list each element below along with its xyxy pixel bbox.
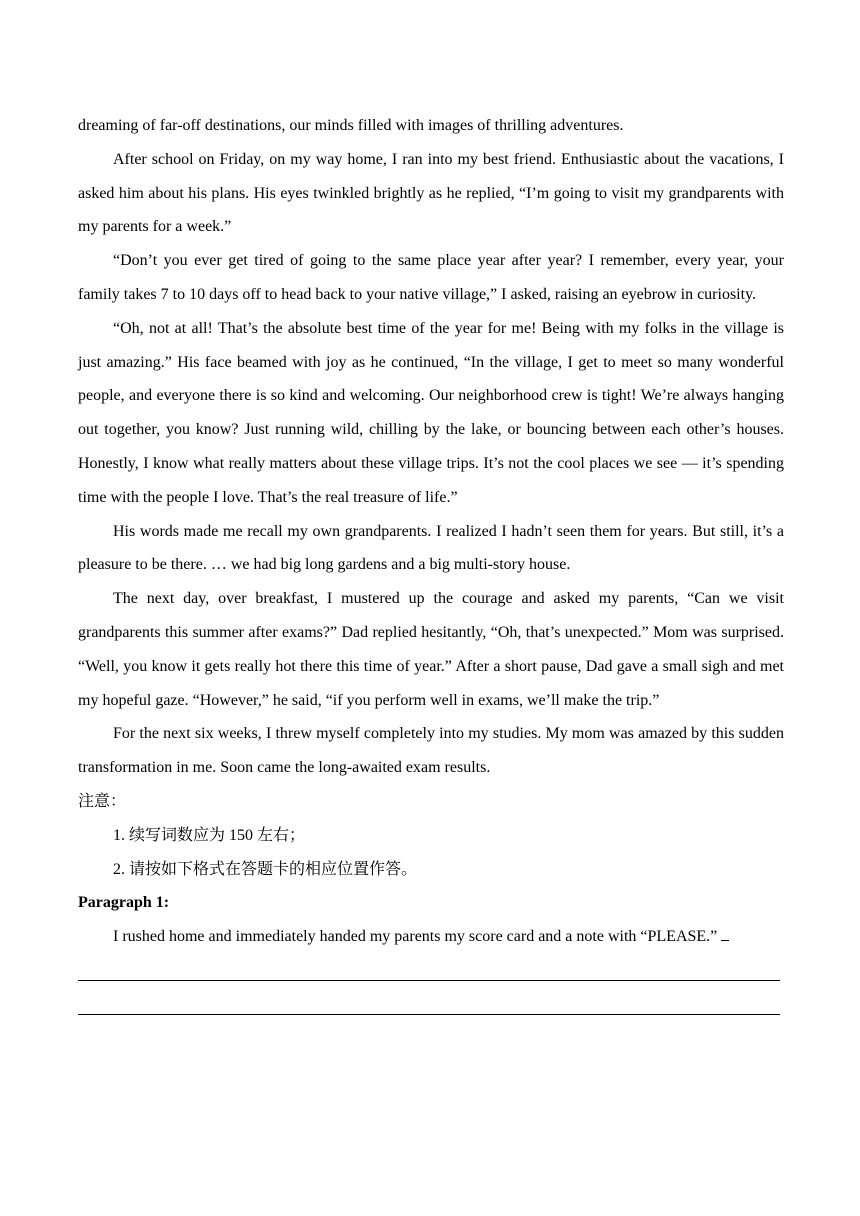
answer-line[interactable]	[78, 954, 784, 988]
opening-sentence: I rushed home and immediately handed my parents my score card and a note with “PLEASE.”	[113, 928, 718, 946]
opening-sentence-line	[78, 920, 784, 954]
story-paragraph-4: “Oh, not at all! That’s the absolute best time of the year for me! Being with my folks in the village is just amazing.” His face beamed with joy as he continued, “In the village, I get to meet so many wonderful people, and everyone there is so kind and welcoming. Our neighborhood crew is tight! We’re always hanging out together, you know? Just running wild, chilling by the lake, or bouncing between each other’s houses. Honestly, I know what really matters about these village trips. It’s not the cool places we see — it’s spending time with the people I love. That’s the real treasure of life.”	[78, 319, 784, 506]
answer-rule	[78, 980, 780, 981]
instructions	[78, 785, 784, 886]
note-item-word-count: 1. 续写词数应为 150 左右；	[113, 826, 306, 844]
story-paragraph-7: For the next six weeks, I threw myself completely into my studies. My mom was amazed by this sudden transformation in me. Soon came the long-awaited exam results.	[78, 725, 784, 777]
answer-line[interactable]	[78, 988, 784, 1022]
answer-blank-start[interactable]	[721, 926, 729, 941]
notes-heading: 注意：	[78, 792, 127, 810]
story-paragraph-5: His words made me recall my own grandparents. I realized I hadn’t seen them for years. But still, it’s a pleasure to be there. … we had big long gardens and a big multi-story house.	[78, 522, 784, 574]
story-paragraph-1: dreaming of far-off destinations, our minds filled with images of thrilling adventures.	[78, 117, 624, 134]
paragraph-label: Paragraph 1:	[78, 894, 170, 912]
story-paragraph-3: “Don’t you ever get tired of going to the same place year after year? I remember, every year, your family takes 7 to 10 days off to head back to your native village,” I asked, raising an eyebrow in curiosity.	[78, 252, 784, 303]
note-item-answer-format: 2. 请按如下格式在答题卡的相应位置作答。	[113, 860, 418, 878]
story-paragraph-2: After school on Friday, on my way home, I ran into my best friend. Enthusiastic about the vacations, I asked him about his plans. His eyes twinkled brightly as he replied, “I’m going to visit my grandparents with my parents for a week.”	[78, 150, 784, 236]
answer-section	[78, 886, 784, 1021]
story-passage	[78, 109, 784, 785]
document-page	[78, 109, 784, 1022]
story-paragraph-6: The next day, over breakfast, I mustered up the courage and asked my parents, “Can we visit grandparents this summer after exams?” Dad replied hesitantly, “Oh, that’s unexpected.” Mom was surprised. “Well, you know it gets really hot there this time of year.” After a short pause, Dad gave a small sigh and met my hopeful gaze. “However,” he said, “if you perform well in exams, we’ll make the trip.”	[78, 590, 784, 709]
answer-rule	[78, 1014, 780, 1015]
